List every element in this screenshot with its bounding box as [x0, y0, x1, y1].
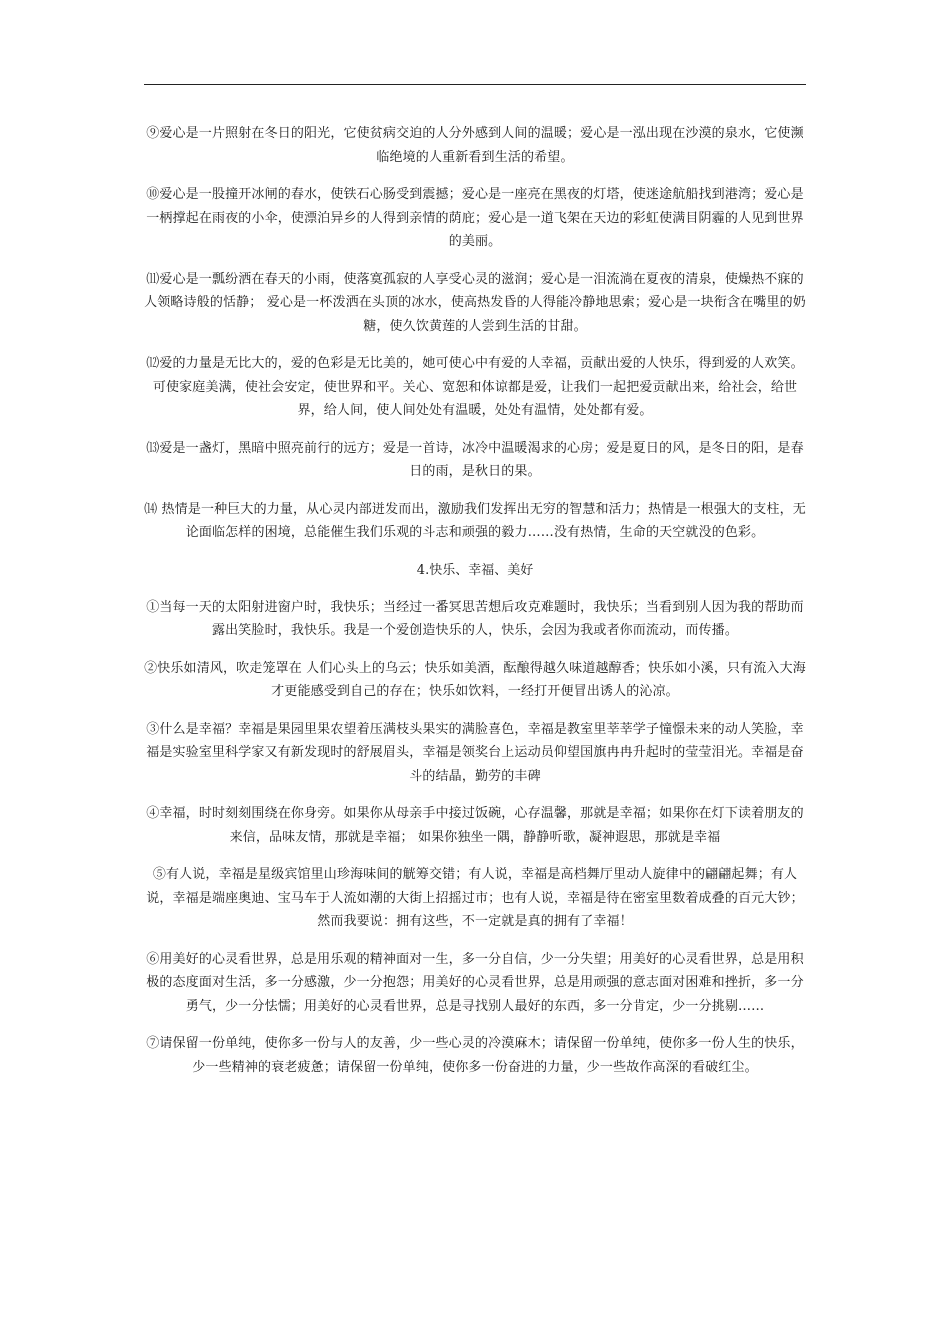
- paragraph-13: ⒀爱是一盏灯，黑暗中照亮前行的远方；爱是一首诗，冰冷中温暖渴求的心房；爱是夏日的风，是冬日的阳，是春日的雨，是秋日的果。: [146, 440, 804, 479]
- header-rule: [144, 84, 806, 85]
- section-paragraph-4: ④幸福，时时刻刻围绕在你身旁。如果你从母亲手中接过饭碗，心存温馨，那就是幸福；如果你在灯下读着朋友的来信，品味友情，那就是幸福； 如果你独坐一隅，静静听歌，凝神遐思，那就是幸福: [146, 806, 804, 845]
- section-paragraph-7: ⑦请保留一份单纯，使你多一份与人的友善，少一些心灵的冷漠麻木；请保留一份单纯，使你多一份人生的快乐，少一些精神的衰老疲惫；请保留一份单纯，使你多一份奋进的力量，少一些故作高深的看破红尘。: [146, 1036, 804, 1075]
- document-body: [144, 122, 806, 1093]
- section-paragraph-6: ⑥用美好的心灵看世界，总是用乐观的精神面对一生，多一分自信，少一分失望；用美好的心灵看世界，总是用积极的态度面对生活，多一分感激，少一分抱怨；用美好的心灵看世界，总是用顽强的意志面对困难和挫折，多一分勇气，少一分怯懦；用美好的心灵看世界，总是寻找别人最好的东西，多一分肯定，少一分挑剔……: [146, 951, 804, 1014]
- section-heading: 4.快乐、幸福、美好: [416, 562, 534, 578]
- paragraph-9: ⑨爱心是一片照射在冬日的阳光，它使贫病交迫的人分外感到人间的温暖；爱心是一泓出现在沙漠的泉水，它使濒临绝境的人重新看到生活的希望。: [146, 126, 804, 165]
- paragraph-10: ⑩爱心是一股撞开冰闸的春水，使铁石心肠受到震撼；爱心是一座亮在黑夜的灯塔，使迷途航船找到港湾；爱心是一柄撑起在雨夜的小伞，使漂泊异乡的人得到亲情的荫庇；爱心是一道飞架在天边的彩虹使满目阴霾的人见到世界的美丽。: [146, 187, 804, 249]
- paragraph-11: ⑾爱心是一瓢纷洒在春天的小雨，使落寞孤寂的人享受心灵的滋润；爱心是一泪流淌在夏夜的清泉，使燥热不寐的人领略诗般的恬静； 爱心是一杯泼洒在头顶的冰水，使高热发昏的人得能冷静地思索；爱心是一块衔含在嘴里的奶糖，使久饮黄莲的人尝到生活的甘甜。: [144, 271, 806, 334]
- section-paragraph-5: ⑤有人说，幸福是星级宾馆里山珍海味间的觥筹交错；有人说，幸福是高档舞厅里动人旋律中的翩翩起舞；有人说，幸福是端座奥迪、宝马车于人流如潮的大街上招摇过市；也有人说，幸福是待在密室里数着成叠的百元大钞；然而我要说：拥有这些，不一定就是真的拥有了幸福！: [146, 867, 804, 929]
- section-paragraph-2: ②快乐如清风，吹走笼罩在 人们心头上的乌云；快乐如美酒，酝酿得越久味道越醇香；快乐如小溪，只有流入大海才更能感受到自己的存在；快乐如饮料，一经打开便冒出诱人的沁凉。: [144, 660, 806, 699]
- section-paragraph-1: ①当每一天的太阳射进窗户时，我快乐；当经过一番冥思苦想后攻克难题时，我快乐；当看到别人因为我的帮助而露出笑脸时，我快乐。我是一个爱创造快乐的人，快乐，会因为我或者你而流动，而传播。: [146, 599, 804, 638]
- section-paragraph-3: ③什么是幸福？幸福是果园里果农望着压满枝头果实的满脸喜色，幸福是教室里莘莘学子憧憬未来的动人笑脸，幸福是实验室里科学家又有新发现时的舒展眉头，幸福是领奖台上运动员仰望国旗冉冉升起时的莹莹泪光。幸福是奋斗的结晶，勤劳的丰碑: [146, 721, 804, 784]
- paragraph-14: ⒁ 热情是一种巨大的力量，从心灵内部迸发而出，激励我们发挥出无穷的智慧和活力；热情是一根强大的支柱，无论面临怎样的困境，总能催生我们乐观的斗志和顽强的毅力……没有热情，生命的天空就没的色彩。: [144, 501, 806, 540]
- paragraph-12: ⑿爱的力量是无比大的，爱的色彩是无比美的，她可使心中有爱的人幸福，贡献出爱的人快乐，得到爱的人欢笑。可使家庭美满，使社会安定，使世界和平。关心、宽恕和体谅都是爱，让我们一起把爱贡献出来，给社会，给世界，给人间，使人间处处有温暖，处处有温情，处处都有爱。: [146, 356, 804, 418]
